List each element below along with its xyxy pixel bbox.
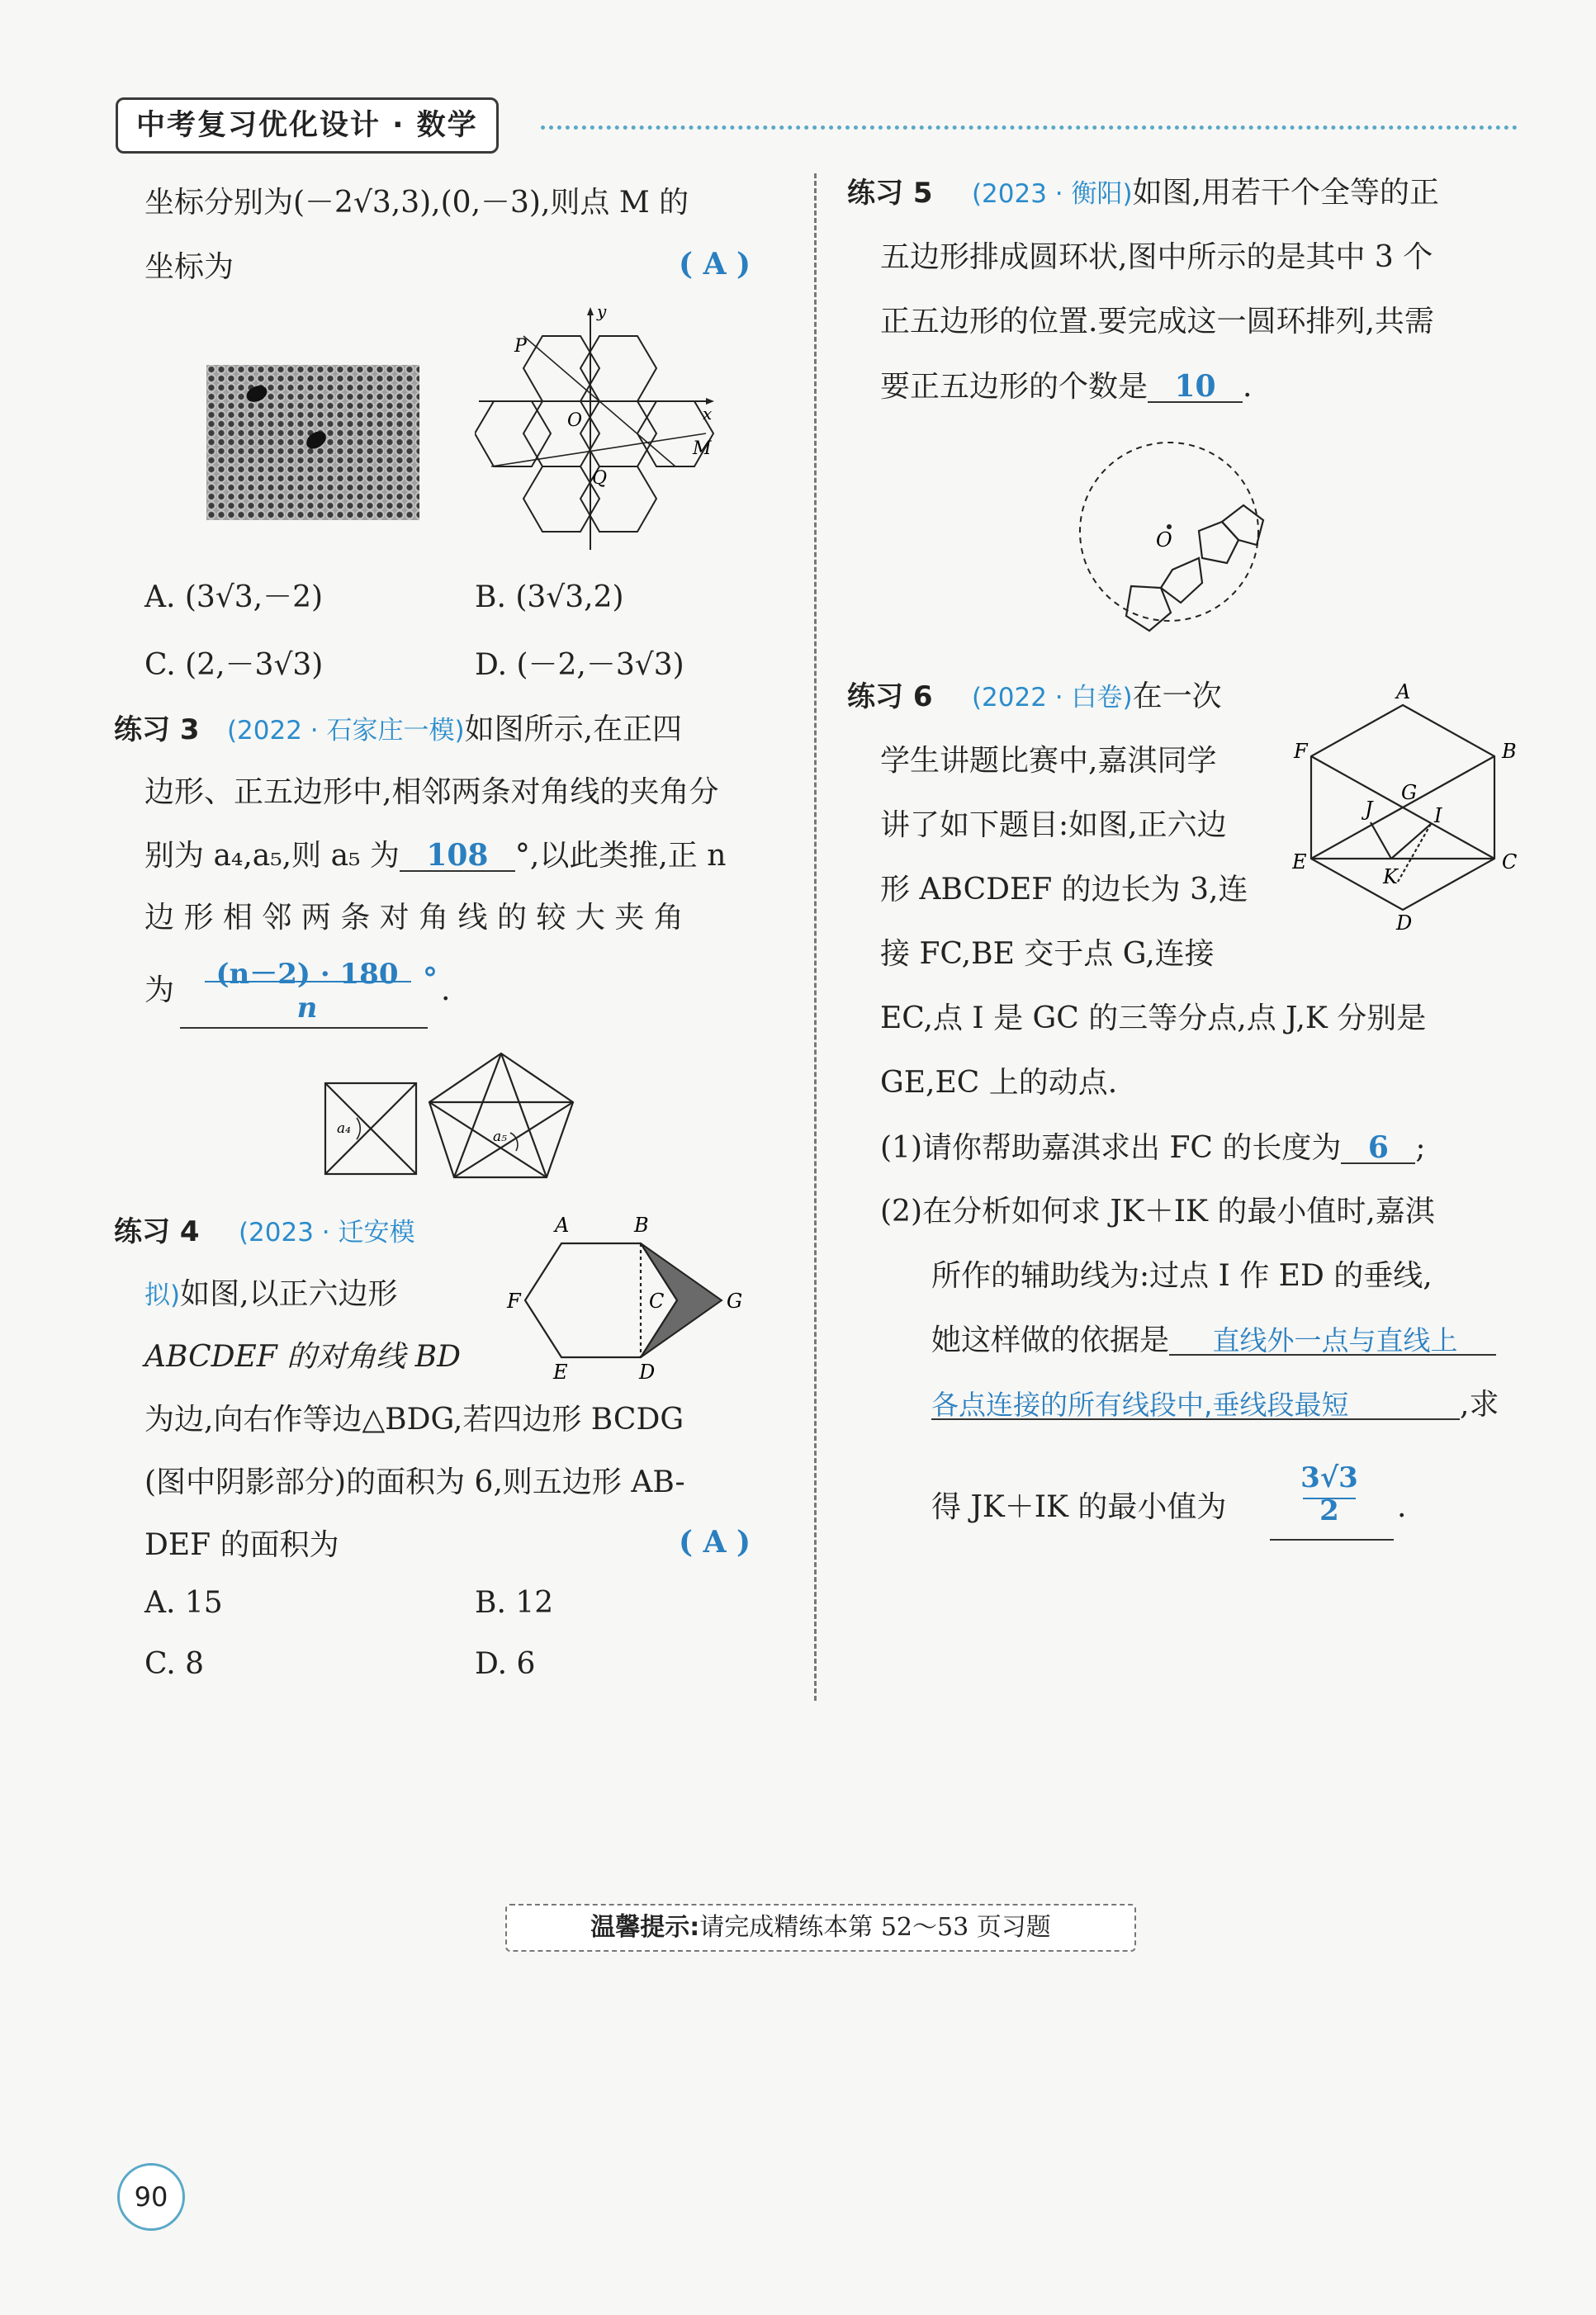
q6-sub1-pre: (1)请你帮助嘉淇求出 FC 的长度为 <box>880 1131 1342 1165</box>
label-y: y <box>597 304 607 321</box>
label-o: O <box>1156 528 1172 552</box>
label-e: E <box>1292 850 1307 873</box>
label-j: J <box>1365 798 1373 821</box>
q3-line2: 边形、正五边形中,相邻两条对角线的夹角分 <box>144 775 719 809</box>
label-p: P <box>514 336 527 357</box>
q5-line4-pre: 要正五边形的个数是 <box>880 370 1148 404</box>
label-i: I <box>1434 804 1442 827</box>
q6-source: (2022 · 白卷) <box>971 683 1133 712</box>
q4-answer: ( A ) <box>679 1525 751 1560</box>
q4-line2: 如图,以正六边形 <box>180 1277 398 1311</box>
label-c: C <box>649 1290 665 1313</box>
q5-label: 练习 5 <box>847 177 933 210</box>
page-number: 90 <box>117 2163 185 2231</box>
q4-line6: DEF 的面积为 <box>144 1528 339 1562</box>
q4-option-a: A. 15 <box>144 1586 223 1620</box>
q6-answer-numerator: 3√3 <box>1300 1461 1358 1494</box>
q6-line4: 形 ABCDEF 的边长为 3,连 <box>880 873 1248 907</box>
header-dotted-rule <box>541 125 1518 130</box>
q5-line2: 五边形排成圆环状,图中所示的是其中 3 个 <box>880 240 1433 274</box>
q3-line5-pre: 为 <box>144 973 175 1007</box>
label-a4: a₄ <box>337 1120 351 1137</box>
label-d: D <box>1396 911 1413 935</box>
q3-source: (2022 · 石家庄一模) <box>226 716 465 746</box>
q6-sub1-post: ; <box>1415 1131 1426 1165</box>
q5-line3: 正五边形的位置.要完成这一圆环排列,共需 <box>880 305 1434 338</box>
q4-line3: ABCDEF 的对角线 BD <box>144 1340 461 1374</box>
q2-option-c: C. (2,－3√3) <box>144 648 324 682</box>
q6-sub1-answer-blank: 6 <box>1341 1133 1415 1164</box>
q3-line1: 如图所示,在正四 <box>464 712 683 746</box>
q6-line3: 讲了如下题目:如图,正六边 <box>880 808 1227 842</box>
q5-source: (2023 · 衡阳) <box>971 179 1133 209</box>
label-f: F <box>507 1290 521 1313</box>
q3-answer-denominator: n <box>296 992 318 1025</box>
warm-tip-text: 请完成精练本第 52～53 页习题 <box>699 1913 1051 1942</box>
label-q: Q <box>592 468 608 489</box>
q3-fraction-bar <box>205 981 411 982</box>
q6-line7: GE,EC 上的动点. <box>880 1066 1118 1100</box>
q4-option-c: C. 8 <box>144 1647 205 1681</box>
q4-source-part2: 拟) <box>144 1281 181 1310</box>
q4-option-b: B. 12 <box>475 1586 554 1620</box>
q3-answer-numerator: (n－2) · 180 <box>215 958 399 991</box>
q2-option-a: A. (3√3,－2) <box>144 580 324 614</box>
q6-fraction-bar <box>1303 1498 1356 1499</box>
q5-pentagon-ring-figure <box>1073 429 1321 660</box>
label-a5: a₅ <box>493 1129 507 1145</box>
q4-hexagon-figure <box>502 1214 799 1387</box>
q6-basis-answer-part2: 各点连接的所有线段中,垂线段最短 <box>931 1391 1460 1420</box>
q3-answer-fraction <box>183 951 431 1025</box>
q3-line3-pre: 别为 a₄,a₅,则 a₅ 为 <box>144 839 400 873</box>
q3-line3-post: °,以此类推,正 n <box>514 839 727 873</box>
q6-line6: EC,点 I 是 GC 的三等分点,点 J,K 分别是 <box>880 1001 1427 1035</box>
insect-icon <box>244 382 269 405</box>
q6-basis-answer-part1: 直线外一点与直线上 <box>1169 1327 1496 1356</box>
q6-sub2-line3-pre: 她这样做的依据是 <box>931 1323 1170 1357</box>
q2-line1: 坐标分别为(－2√3,3),(0,－3),则点 M 的 <box>144 186 689 220</box>
q6-hexagon-figure <box>1292 677 1540 949</box>
label-a: A <box>555 1214 570 1237</box>
label-g: G <box>1401 781 1418 804</box>
q2-hexagon-grid-figure <box>475 304 722 552</box>
label-x: x <box>703 404 713 424</box>
q6-line2: 学生讲题比赛中,嘉淇同学 <box>880 744 1217 778</box>
q6-answer-fraction <box>1267 1461 1391 1527</box>
q2-line2: 坐标为 <box>144 250 234 284</box>
q6-sub2-line1: (2)在分析如何求 JK＋IK 的最小值时,嘉淇 <box>880 1195 1435 1229</box>
q5-line4-post: . <box>1243 370 1253 404</box>
honeycomb-photo <box>206 365 419 520</box>
q6-line1: 在一次 <box>1132 679 1222 713</box>
label-e: E <box>553 1361 568 1384</box>
label-m: M <box>693 438 712 459</box>
label-b: B <box>1502 740 1517 763</box>
q4-source-part1: (2023 · 迁安模 <box>238 1218 415 1247</box>
q6-sub2-line5-post: . <box>1397 1490 1407 1524</box>
q2-option-b: B. (3√3,2) <box>475 580 624 614</box>
label-o: O <box>567 410 583 431</box>
page-header-title: 中考复习优化设计 · 数学 <box>116 97 499 154</box>
q6-answer-underline <box>1270 1539 1394 1541</box>
warm-tip-label: 温馨提示: <box>590 1913 700 1942</box>
q6-sub2-line2: 所作的辅助线为:过点 I 作 ED 的垂线, <box>931 1259 1433 1293</box>
q5-answer-blank: 10 <box>1148 372 1243 403</box>
q3-label: 练习 3 <box>114 713 200 746</box>
label-a: A <box>1396 680 1411 703</box>
label-c: C <box>1502 850 1518 873</box>
q3-line4: 边 形 相 邻 两 条 对 角 线 的 较 大 夹 角 <box>144 901 684 935</box>
q6-label: 练习 6 <box>847 680 933 713</box>
label-g: G <box>727 1290 743 1313</box>
q6-sub2-line4-post: ,求 <box>1460 1388 1499 1422</box>
q4-option-d: D. 6 <box>475 1647 536 1681</box>
q3-polygons-figure <box>322 1047 594 1187</box>
q4-line5: (图中阴影部分)的面积为 6,则五边形 AB- <box>144 1465 685 1499</box>
q4-label: 练习 4 <box>114 1215 200 1248</box>
q3-answer-blank: 108 <box>400 840 515 872</box>
q4-line4: 为边,向右作等边△BDG,若四边形 BCDG <box>144 1403 684 1437</box>
q3-degree-sign: ° <box>423 962 438 997</box>
q6-line5: 接 FC,BE 交于点 G,连接 <box>880 937 1215 971</box>
label-f: F <box>1294 740 1308 763</box>
q5-line1: 如图,用若干个全等的正 <box>1132 176 1440 210</box>
q6-sub2-line5-pre: 得 JK＋IK 的最小值为 <box>931 1490 1227 1524</box>
q3-answer-underline <box>180 1027 428 1029</box>
column-divider <box>814 173 817 1701</box>
label-d: D <box>639 1361 656 1384</box>
warm-tip-box <box>505 1904 1136 1952</box>
insect-icon <box>303 428 329 452</box>
q2-answer: ( A ) <box>679 247 751 282</box>
q6-answer-denominator: 2 <box>1319 1494 1339 1527</box>
label-b: B <box>634 1214 649 1237</box>
q2-option-d: D. (－2,－3√3) <box>475 648 684 682</box>
label-k: K <box>1383 865 1398 888</box>
